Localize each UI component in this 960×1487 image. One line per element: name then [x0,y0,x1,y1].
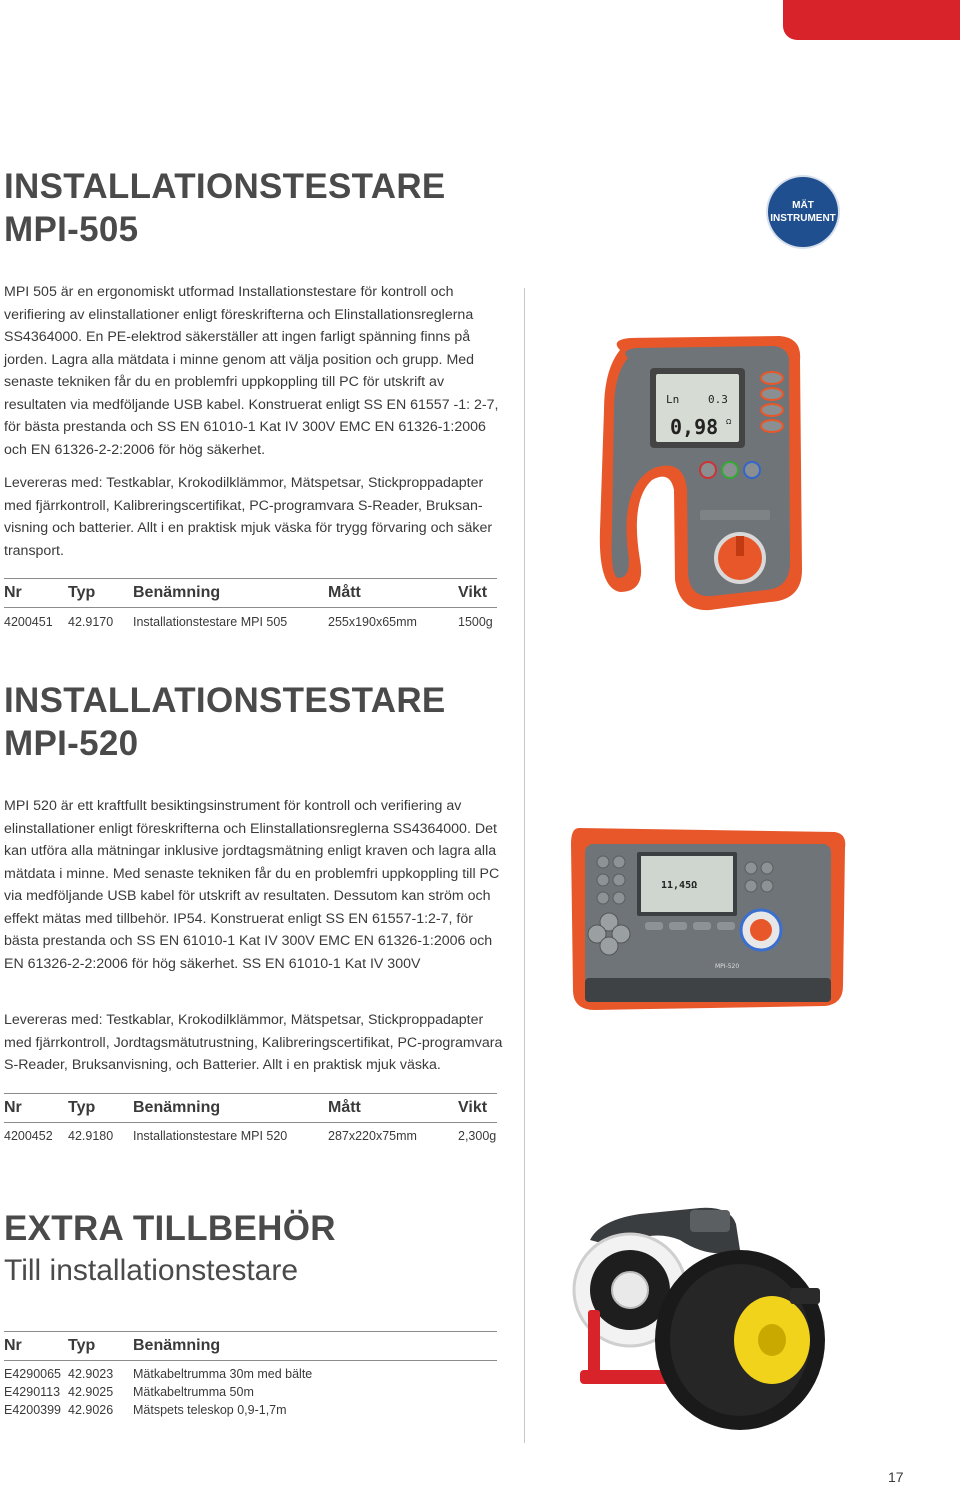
category-badge [768,177,838,247]
cable-drum-product-image [560,1200,850,1440]
col-benamning: Benämning [133,584,221,601]
section2-description: MPI 520 är ett kraftfullt besiktingsinstrument för kontroll och verifiering av elinstallationer enligt föreskrifterna och Elinstallationsreglerna SS4364000. Det kan utföra alla mätningar inklusive jordtagsmätning enligt kraven och lagra alla mätdata i minne. Med senaste tekniken får du en problemfri uppkoppling till PC via medföljande USB kabel för utskrift av resultaten. Dessutom kan ström och effekt mätas med tillbehör. IP54. Konstruerat enligt SS EN 61557-1:2-7, för bästa prestanda och SS EN 61010-1 Kat IV 300V EMC EN 61326-1:2006 och EN 61326-2-2:2006 för hög säkerhet. SS EN 61010-1 Kat IV 300V [4,798,500,972]
mpi505-display-right: 0.3 [708,393,728,406]
mpi520-display-value: 11,45Ω [661,880,698,891]
section1-title-line1: INSTALLATIONSTESTARE [4,167,446,206]
table-row: E4290113 42.9025 Mätkabeltrumma 50m [4,1385,254,1399]
col-vikt: Vikt [458,584,488,601]
col-nr: Nr [4,1099,22,1116]
badge-line1: MÄT [792,200,814,211]
mpi520-model-label: MPI-520 [715,963,740,970]
col-typ: Typ [68,1099,96,1116]
col-vikt: Vikt [458,1099,488,1116]
col-matt: Mått [328,1099,361,1116]
badge-line2: INSTRUMENT [770,213,836,224]
table-row: E4290065 42.9023 Mätkabeltrumma 30m med bälte [4,1367,313,1381]
section1-table-header [4,578,497,608]
page-number: 17 [888,1469,904,1485]
col-benamning: Benämning [133,1099,221,1116]
mpi520-product-image [565,818,855,1018]
table-row: E4200399 42.9026 Mätspets teleskop 0,9-1,7m [4,1403,287,1417]
section2-title [4,679,446,765]
section1-description: MPI 505 är en ergonomiskt utformad Installationstestare för kontroll och verifiering av elinstallationer enligt föreskrifterna och Elinstallationsreglerna SS4364000. En PE-elektrod säkerställer att ingen farligt spänning finns på jorden. Lagra alla mätdata i minne genom att välja position och grupp. Med senaste tekniken får du en problemfri uppkoppling till PC för utskrift av resultaten via medföljande USB kabel. Konstruerat enligt SS EN 61557 -1: 2-7, för bästa prestanda och SS EN 61010-1 Kat IV 300V EMC EN 61326-1:2006 och EN 61326-2-2:2006 för hög säkerhet. [4,284,499,458]
section1-delivery: Levereras med: Testkablar, Krokodilklämmor, Mätspetsar, Stickproppadapter med fjärrkontroll, Kalibreringscertifikat, PC-programvara S-Reader, Bruksanvisning och batterier. Allt i en praktisk mjuk väska för trygg förvaring och säker transport. [4,475,493,559]
section2-title-line2: MPI-520 [4,724,139,763]
col-matt: Mått [328,584,361,601]
section2-title-line1: INSTALLATIONSTESTARE [4,681,446,720]
table-row: 4200452 42.9180 Installationstestare MPI 520 287x220x75mm 2,300g [4,1129,497,1143]
col-typ: Typ [68,584,96,601]
mpi505-display-value: 0,98 [670,415,719,439]
section3-subtitle: Till installationstestare [4,1254,299,1287]
mpi505-display-unit: Ω [726,418,732,426]
col-nr: Nr [4,584,22,601]
section3-title: EXTRA TILLBEHÖR [4,1209,336,1248]
section3-table-header [4,1331,497,1361]
col-benamning: Benämning [133,1337,221,1354]
col-nr: Nr [4,1337,22,1354]
mpi505-product-image [590,330,820,620]
table-row: 4200451 42.9170 Installationstestare MPI 505 255x190x65mm 1500g [4,615,493,629]
col-typ: Typ [68,1337,96,1354]
corner-tab [783,0,960,40]
section2-delivery: Levereras med: Testkablar, Krokodilklämmor, Mätspetsar, Stickproppadapter med fjärrkontroll, Jordtagsmätutrustning, Kalibreringscertifikat, PC-programvara S-Reader, Bruksanvisning, och Batterier. Allt i en praktisk mjuk väska. [4,1012,503,1073]
section1-title-line2: MPI-505 [4,210,139,249]
section2-table-header [4,1093,497,1123]
column-divider [524,288,525,1443]
section1-title [4,165,446,251]
mpi505-display-left: Ln [666,393,680,406]
